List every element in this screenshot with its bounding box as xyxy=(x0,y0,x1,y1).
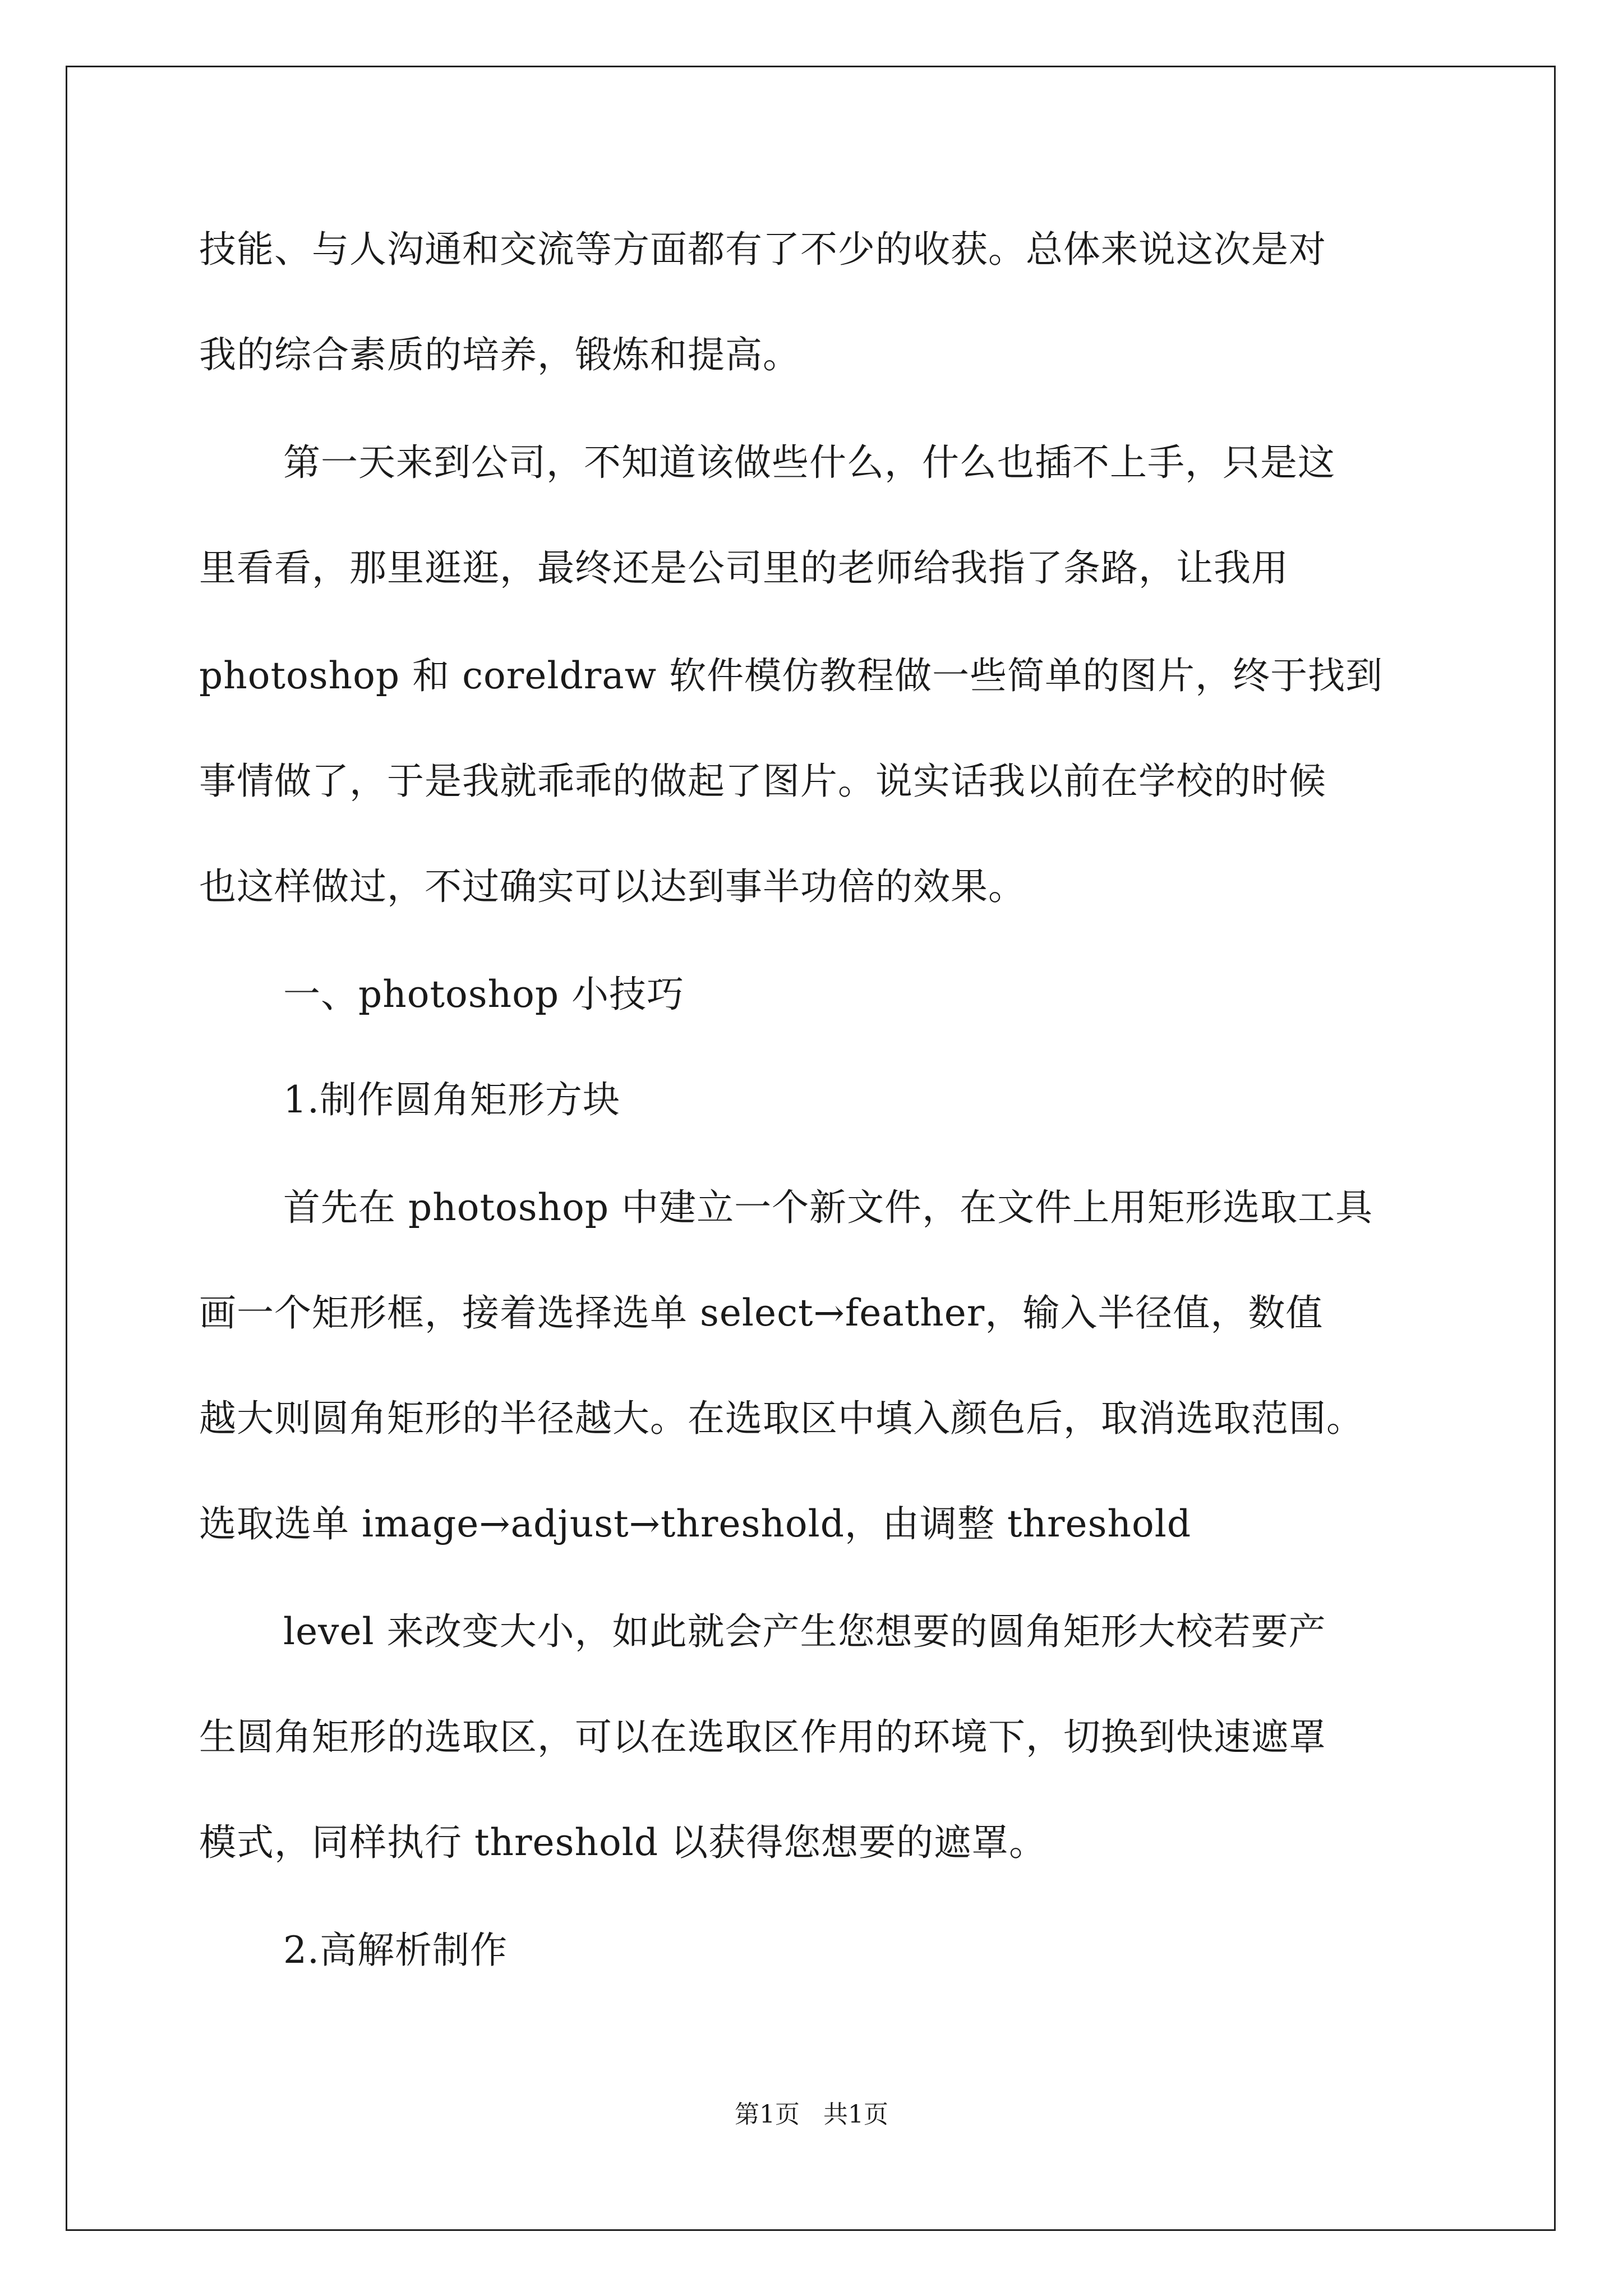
subsection-heading: 1.制作圆角矩形方块 xyxy=(283,1078,620,1121)
text-line: 模式，同样执行 threshold 以获得您想要的遮罩。 xyxy=(199,1821,1047,1864)
text-line: photoshop 和 coreldraw 软件模仿教程做一些简单的图片，终于找到 xyxy=(199,654,1384,697)
text-line: 也这样做过，不过确实可以达到事半功倍的效果。 xyxy=(199,865,1026,908)
text-line: level 来改变大小，如此就会产生您想要的圆角矩形大校若要产 xyxy=(283,1610,1326,1653)
text-line: 画一个矩形框，接着选择选单 select→feather，输入半径值，数值 xyxy=(199,1291,1324,1335)
text-line: 越大则圆角矩形的半径越大。在选取区中填入颜色后，取消选取范围。 xyxy=(199,1397,1364,1440)
section-heading: 一、photoshop 小技巧 xyxy=(283,973,685,1016)
text-line: 我的综合素质的培养，锻炼和提高。 xyxy=(199,333,800,376)
page-border xyxy=(66,66,1556,2231)
text-line: 技能、与人沟通和交流等方面都有了不少的收获。总体来说这次是对 xyxy=(199,228,1326,271)
subsection-heading: 2.高解析制作 xyxy=(283,1929,508,1972)
text-line: 首先在 photoshop 中建立一个新文件，在文件上用矩形选取工具 xyxy=(283,1186,1373,1229)
text-line: 选取选单 image→adjust→threshold，由调整 threshold xyxy=(199,1502,1192,1545)
page-footer: 第1页 共1页 xyxy=(735,2100,888,2129)
text-line: 事情做了，于是我就乖乖的做起了图片。说实话我以前在学校的时候 xyxy=(199,760,1326,803)
text-line: 第一天来到公司，不知道该做些什么，什么也插不上手，只是这 xyxy=(283,441,1335,484)
text-line: 生圆角矩形的选取区，可以在选取区作用的环境下，切换到快速遮罩 xyxy=(199,1715,1326,1759)
text-line: 里看看，那里逛逛，最终还是公司里的老师给我指了条路，让我用 xyxy=(199,546,1289,590)
